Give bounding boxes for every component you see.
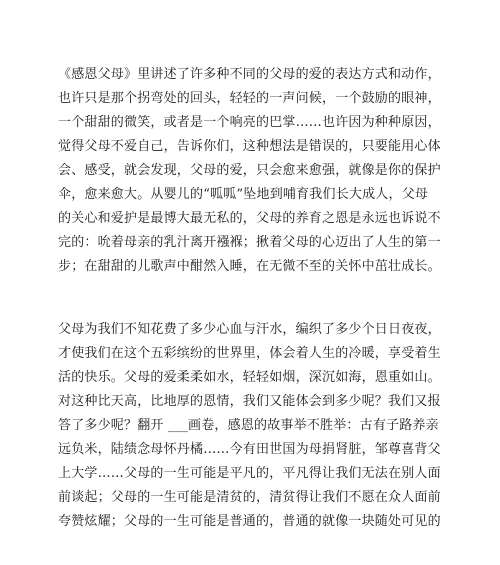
paragraph-line: 完的：吮着母亲的乳汁离开襁褓；揪着父母的心迈出了人生的第一	[58, 235, 441, 250]
paragraph-line: 觉得父母不爱自己，告诉你们，这种想法是错误的，只要能用心体	[58, 139, 441, 154]
paragraph-line: 父母为我们不知花费了多少心血与汗水，编织了多少个日日夜夜，	[58, 322, 441, 337]
paragraph-line: 才使我们在这个五彩缤纷的世界里，体会着人生的冷暖，享受着生	[58, 346, 441, 361]
paragraph-line: 答了多少呢？翻开 ___画卷，感恩的故事举不胜举：古有子路养亲	[58, 418, 439, 433]
paragraph-line: 活的快乐。父母的爱柔柔如水，轻轻如烟，深沉如海，恩重如山。	[58, 370, 441, 385]
paragraph-line: 步；在甜甜的儿歌声中酣然入睡，在无微不至的关怀中茁壮成长。	[58, 259, 441, 274]
paragraph-line: 的关心和爱护是最博大最无私的，父母的养育之恩是永远也诉说不	[58, 211, 441, 226]
paragraph-line: 一个甜甜的微笑，或者是一个响亮的巴掌……也许因为种种原因，	[58, 115, 441, 130]
paragraph-line: 夸赞炫耀；父母的一生可能是普通的，普通的就像一块随处可见的	[58, 514, 441, 529]
paragraph-line: 会、感受，就会发现，父母的爱，只会愈来愈强，就像是你的保护	[58, 163, 441, 178]
paragraph-line: 也许只是那个拐弯处的回头，轻轻的一声问候，一个鼓励的眼神，	[58, 91, 441, 106]
paragraph-2	[58, 318, 458, 534]
paragraph-1	[58, 63, 458, 279]
paragraph-line: 上大学……父母的一生可能是平凡的，平凡得让我们无法在别人面	[58, 466, 441, 481]
paragraph-line: 对这种比天高，比地厚的恩情，我们又能体会到多少呢？我们又报	[58, 394, 441, 409]
paragraph-line: 远负米，陆绩念母怀丹橘……今有田世国为母捐肾脏，邹尊喜背父	[58, 442, 441, 457]
paragraph-line: 伞，愈来愈大。从婴儿的“呱呱”坠地到哺育我们长大成人，父母	[58, 187, 429, 202]
paragraph-line: 《感恩父母》里讲述了许多种不同的父母的爱的表达方式和动作，	[58, 67, 441, 82]
paragraph-line: 前谈起；父母的一生可能是清贫的，清贫得让我们不愿在众人面前	[58, 490, 441, 505]
